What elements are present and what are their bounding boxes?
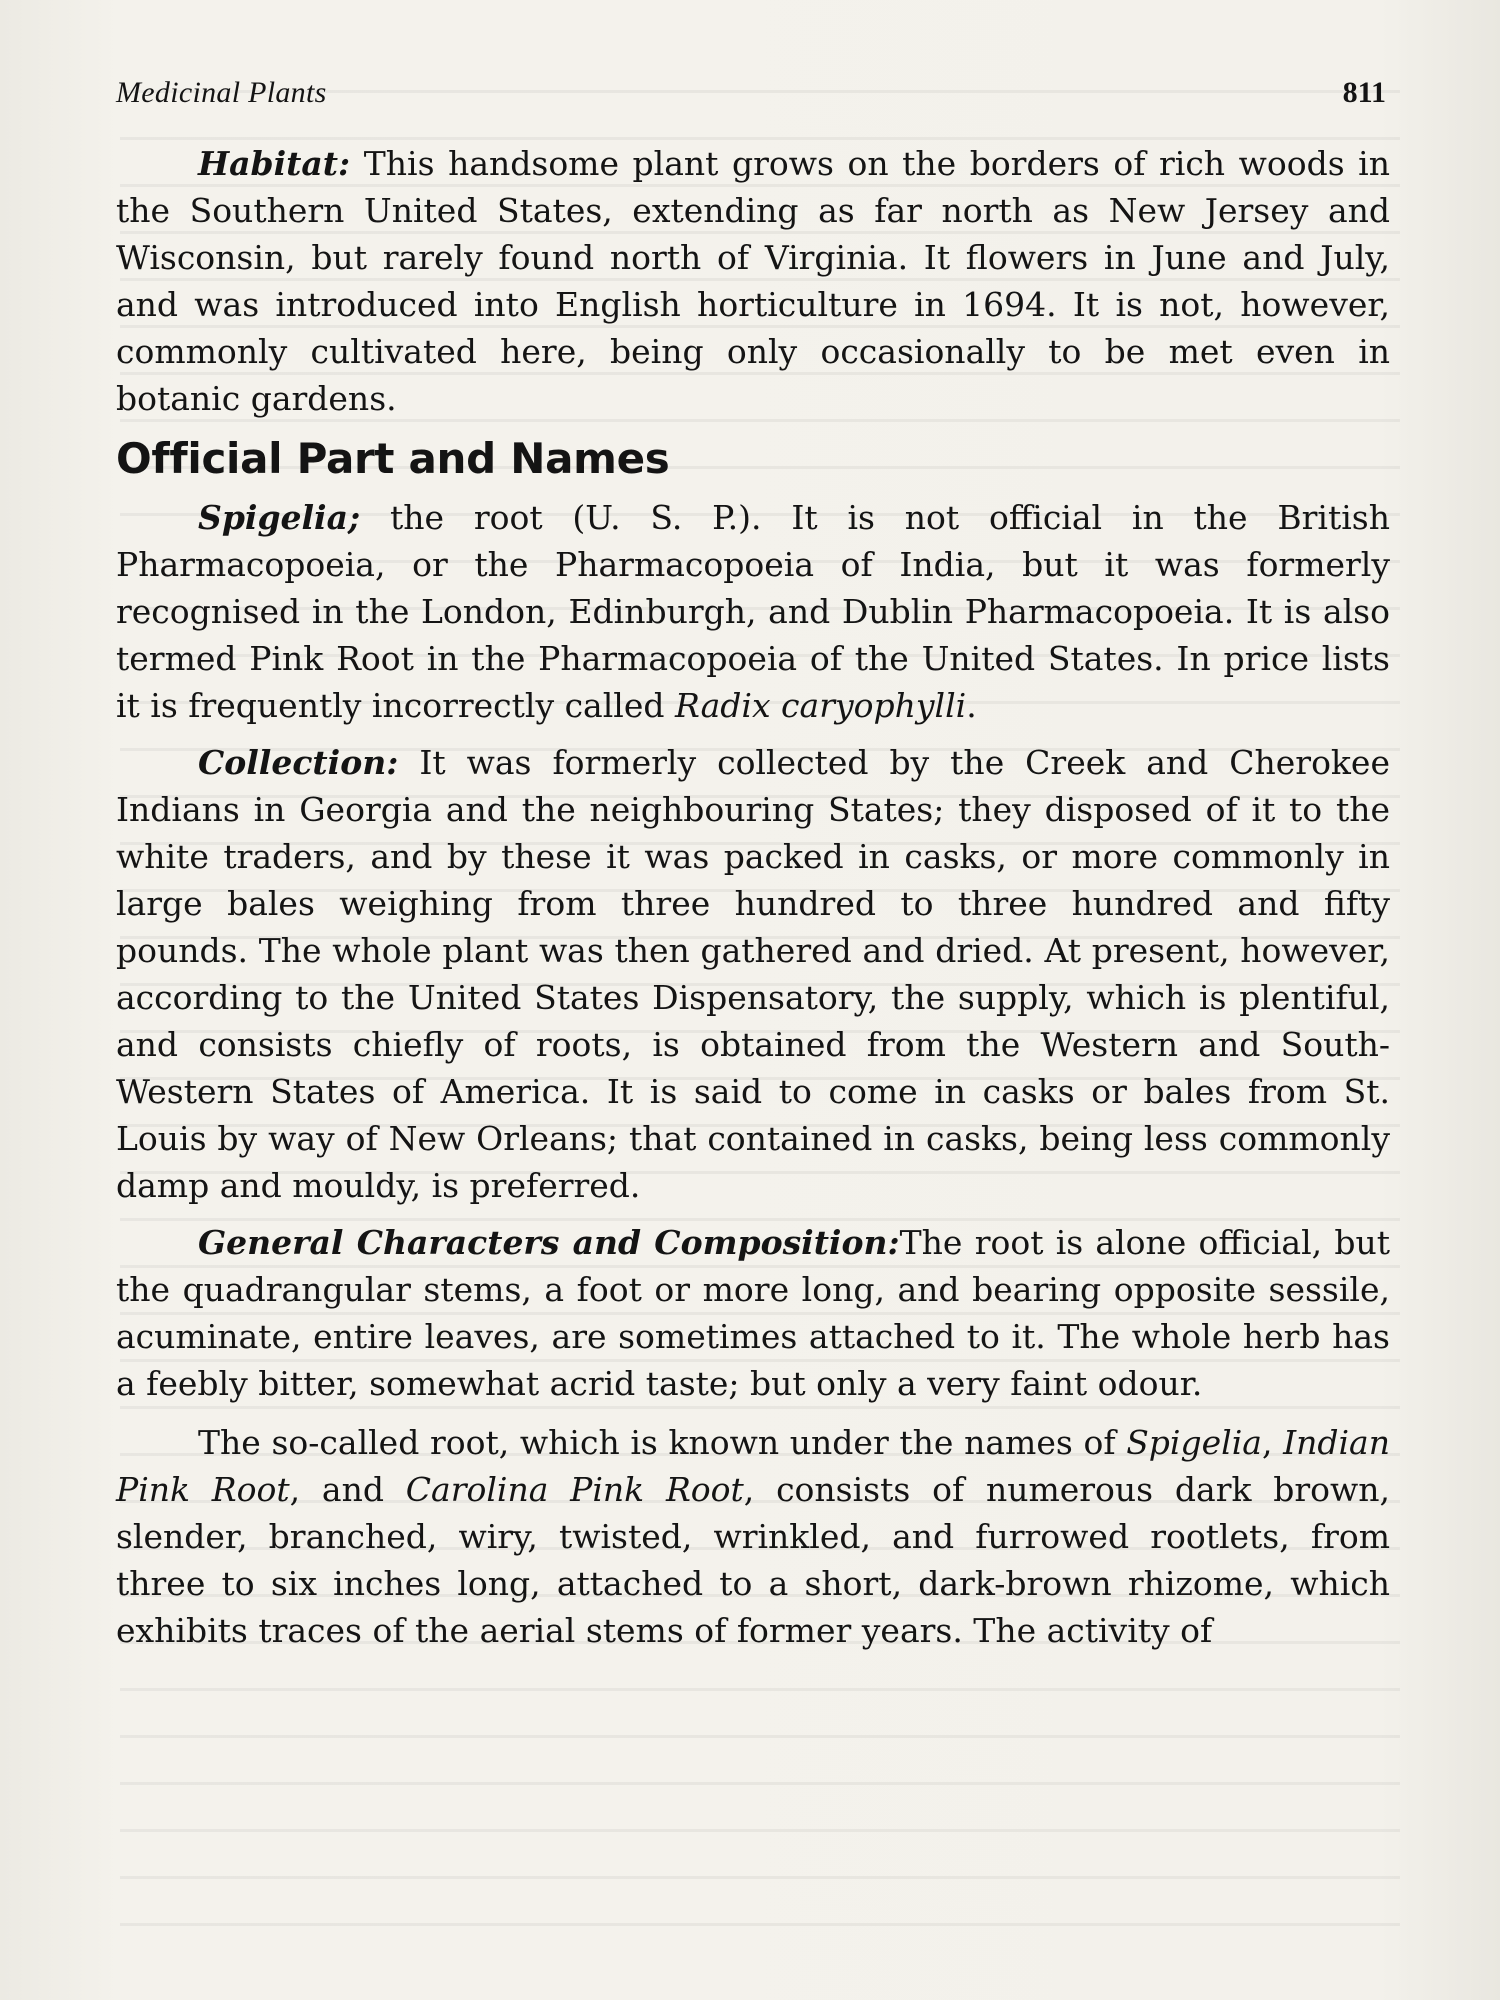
official-text-2: . xyxy=(966,686,977,725)
official-latin-name: Radix caryophylli xyxy=(675,686,967,725)
official-paragraph xyxy=(116,494,1390,729)
habitat-label: Habitat: xyxy=(198,144,351,183)
root-paragraph xyxy=(116,1419,1390,1654)
page-header xyxy=(116,76,1386,116)
root-sep-1: , xyxy=(1261,1423,1284,1462)
section-heading: Official Part and Names xyxy=(116,434,670,483)
page-number: 811 xyxy=(1342,76,1386,109)
running-title: Medicinal Plants xyxy=(116,76,327,109)
root-name-3: Carolina Pink Root xyxy=(405,1470,744,1509)
habitat-paragraph xyxy=(116,140,1390,422)
root-text-1: The so-called root, which is known under the names of xyxy=(198,1423,1127,1462)
page-body xyxy=(116,140,1390,1654)
root-text-2: , consists of numerous dark brown, slender, branched, wiry, twisted, wrinkled, and furrowed rootlets, from three to six inches long, attached to a short, dark-brown rhizome, which exhibits traces of the aerial stems of former years. The activity of xyxy=(116,1470,1391,1650)
habitat-text: This handsome plant grows on the borders of rich woods in the Southern United States, extending as far north as New Jersey and Wisconsin, but rarely found north of Virginia. It flowers in June and July, and was introduced into English horticulture in 1694. It is not, however, commonly cultivated here, being only occasionally to be met even in botanic gardens. xyxy=(116,144,1390,418)
official-term: Spigelia; xyxy=(198,498,361,537)
collection-label: Collection: xyxy=(198,743,399,782)
general-paragraph xyxy=(116,1219,1390,1407)
official-text-1: the root (U. S. P.). It is not official in the British Pharmacopoeia, or the Pharmacopoeia of India, but it was formerly recognised in the London, Edinburgh, and Dublin Pharmacopoeia. It is also termed Pink Root in the Pharmacopoeia of the United States. In price lists it is frequently incorrectly called xyxy=(116,498,1390,725)
general-text: The root is alone official, but the quadrangular stems, a foot or more long, and bearing opposite sessile, acuminate, entire leaves, are sometimes attached to it. The whole herb has a feebly bitter, somewhat acrid taste; but only a very faint odour. xyxy=(116,1223,1390,1403)
general-label: General Characters and Composition: xyxy=(198,1223,900,1262)
collection-text: It was formerly collected by the Creek and Cherokee Indians in Georgia and the neighbouring States; they disposed of it to the white traders, and by these it was packed in casks, or more commonly in large bales weighing from three hundred to three hundred and fifty pounds. The whole plant was then gathered and dried. At present, however, according to the United States Dispensatory, the supply, which is plentiful, and consists chiefly of roots, is obtained from the Western and South-Western States of America. It is said to come in casks or bales from St. Louis by way of New Orleans; that contained in casks, being less commonly damp and mouldy, is preferred. xyxy=(116,743,1390,1205)
root-sep-2: , and xyxy=(289,1470,406,1509)
collection-paragraph xyxy=(116,739,1390,1209)
root-name-1: Spigelia xyxy=(1126,1423,1262,1462)
root-name-2: Indian Pink Root xyxy=(116,1423,1390,1509)
